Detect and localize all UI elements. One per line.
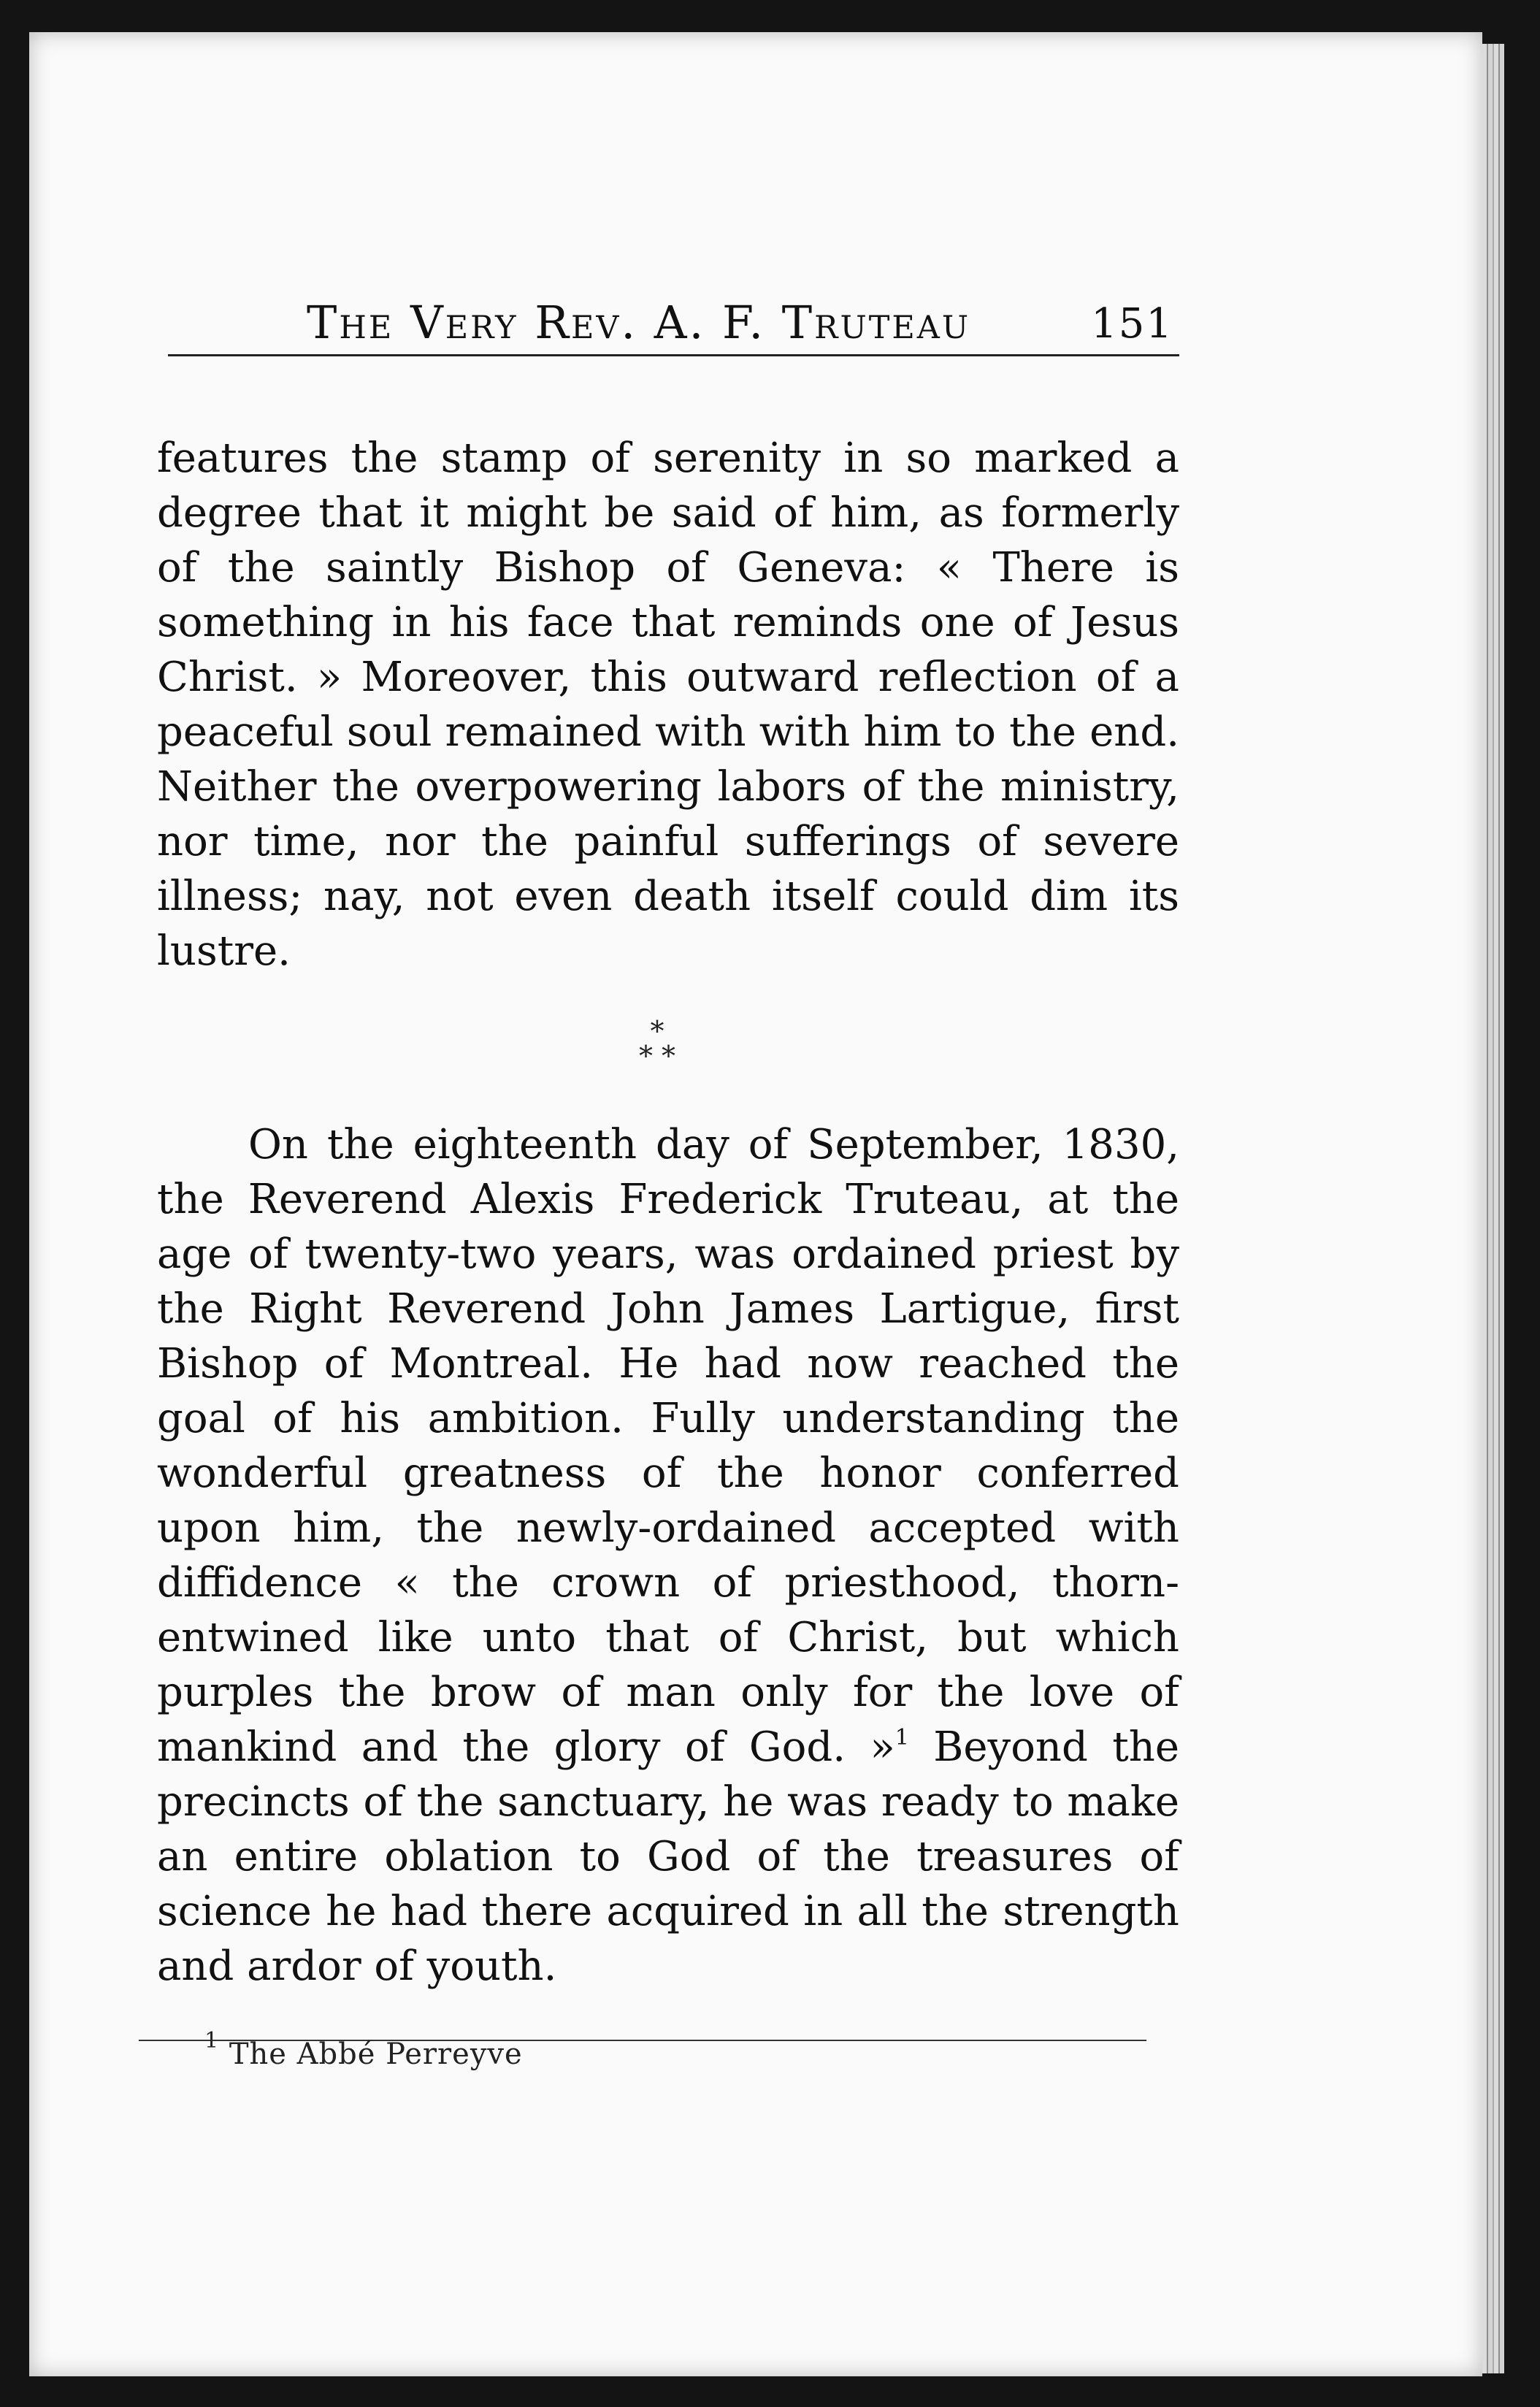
- asterism-divider: [613, 1015, 701, 1092]
- paragraph-2: [157, 1117, 1179, 1994]
- paragraph-2-continuation: Beyond the precincts of the sanctuary, he was ready to make an entire oblation to God of the treasures of science he had there acquired in all the strength and ardor of youth.: [157, 1723, 1179, 1990]
- footnote-marker: 1: [204, 2028, 220, 2054]
- footnote-reference: 1: [894, 1725, 909, 1750]
- footnote: [204, 2028, 523, 2071]
- footnote-text: The Abbé Perreyve: [229, 2037, 523, 2071]
- paragraph-1: features the stamp of serenity in so marked a degree that it might be said of him, as formerly of the saintly Bishop of Geneva: « There is something in his face that reminds one of Jesus Christ. » Moreover, this outward reflection of a peaceful soul remained with with him to the end. Neither the overpowering labors of the ministry, nor time, nor the painful sufferings of severe illness; nay, not even death itself could dim its lustre.: [157, 435, 1179, 975]
- page-number: 151: [1091, 300, 1173, 348]
- running-title: The Very Rev. A. F. Truteau: [307, 296, 971, 349]
- running-header: [168, 281, 1179, 356]
- asterism-bottom: * *: [638, 1040, 676, 1072]
- asterism-top: *: [650, 1015, 664, 1047]
- paragraph-2-text: On the eighteenth day of September, 1830, the Reverend Alexis Frederick Truteau, at the age of twenty-two years, was ordained priest by the Right Reverend John James Lartigue, first Bishop of Montreal. He had now reached the goal of his ambition. Fully understanding the wonderful greatness of the honor conferred upon him, the newly-ordained accepted with diffidence « the crown of priesthood, thorn-entwined like unto that of Christ, but which purples the brow of man only for the love of mankind and the glory of God. »: [157, 1121, 1179, 1771]
